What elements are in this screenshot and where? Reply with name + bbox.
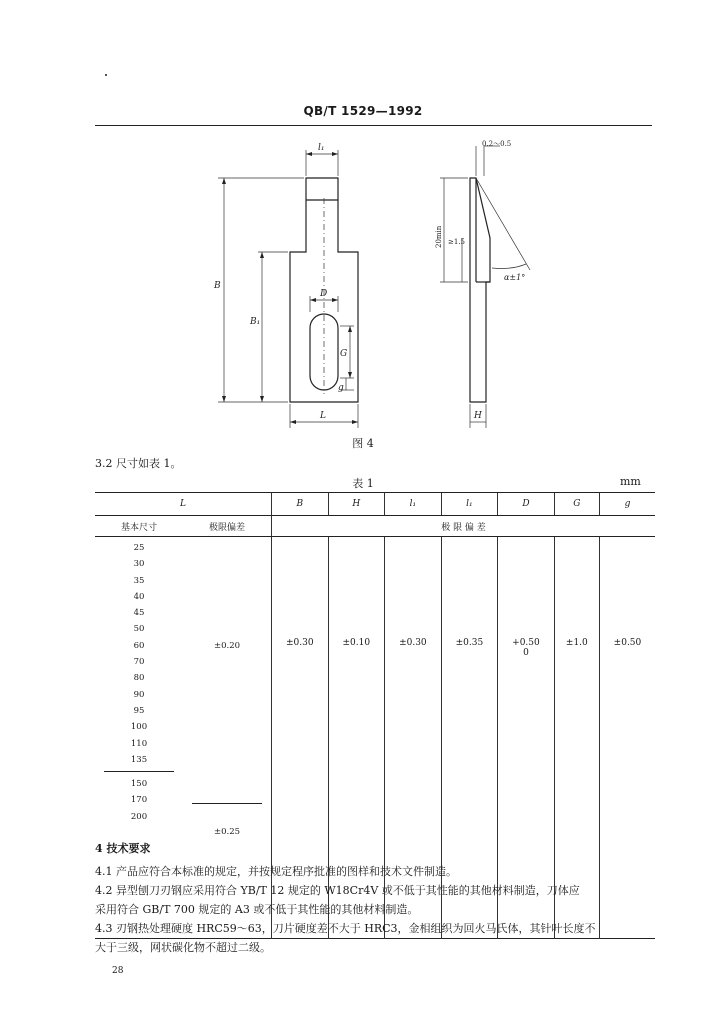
para-4-3-line1: 4.3 刃钢热处理硬度 HRC59～63，刀片硬度差不大于 HRC3，金相组织为回火马氏体，其针叶长度不	[95, 922, 596, 935]
B-limit: ±0.30	[272, 537, 329, 939]
table-units: mm	[620, 475, 641, 488]
side-view-outline	[470, 178, 490, 402]
G-limit: ±1.0	[554, 537, 599, 939]
label-G: G	[340, 349, 348, 359]
subheader-basic: 基本尺寸	[95, 516, 183, 537]
col-header-L: L	[95, 493, 272, 516]
group-separator	[104, 771, 174, 772]
basic-size: 25	[133, 543, 145, 553]
label-top-gap: 0.2～0.5	[482, 140, 512, 148]
D-limit-upper: +0.50	[512, 638, 540, 648]
label-ge15: ≥1.5	[448, 238, 465, 246]
col-header-G: G	[554, 493, 599, 516]
label-H: H	[474, 411, 482, 421]
basic-size: 200	[130, 811, 148, 822]
para-4-2-line2: 采用符合 GB/T 700 规定的 A3 或不低于其性能的其他材料制造。	[95, 903, 419, 916]
basic-size: 110	[130, 738, 148, 749]
l1b-limit: ±0.35	[441, 537, 498, 939]
basic-size: 170	[130, 795, 148, 806]
label-g: g	[338, 383, 344, 393]
D-limit-lower: 0	[523, 648, 529, 658]
standard-header: QB/T 1529—1992	[303, 104, 423, 118]
col-header-B: B	[272, 493, 329, 516]
col-header-H: H	[328, 493, 385, 516]
slot	[310, 314, 338, 390]
basic-size: 40	[133, 591, 145, 602]
g-limit: ±0.50	[599, 537, 655, 939]
basic-size: 80	[133, 673, 145, 684]
L-limit-a: ±0.20	[213, 641, 241, 651]
basic-size: 30	[133, 559, 145, 570]
basic-size: 150	[130, 779, 148, 790]
page-number: 28	[112, 966, 124, 976]
col-header-l1a: l₁	[385, 493, 442, 516]
figure-caption: 图 4	[352, 437, 374, 450]
H-limit: ±0.10	[328, 537, 385, 939]
basic-size: 45	[133, 608, 145, 619]
label-l1: l₁	[318, 143, 325, 153]
label-B1: B₁	[250, 317, 261, 327]
header-rule	[95, 125, 652, 126]
basic-size: 60	[133, 640, 145, 651]
col-header-l1b: l₁	[441, 493, 498, 516]
para-4-1: 4.1 产品应符合本标准的规定，并按规定程序批准的图样和技术文件制造。	[95, 865, 457, 878]
label-B: B	[214, 281, 221, 291]
tool-drawing	[200, 138, 560, 430]
table-title: 表 1	[352, 477, 374, 490]
basic-size: 35	[133, 575, 145, 586]
basic-size: 95	[133, 705, 145, 716]
subheader-limit-span: 极 限 偏 差	[272, 516, 656, 537]
basic-size: 70	[133, 657, 145, 668]
basic-size: 90	[133, 689, 145, 700]
para-4-3-line2: 大于三级，网状碳化物不超过二级。	[95, 941, 271, 954]
l1a-limit: ±0.30	[385, 537, 442, 939]
para-4-2-line1: 4.2 异型刨刀刃钢应采用符合 YB/T 12 规定的 W18Cr4V 或不低于其性能的其他材料制造，刀体应	[95, 884, 580, 897]
basic-size: 100	[130, 722, 148, 733]
subheader-limit: 极限偏差	[183, 516, 272, 537]
group-separator	[192, 803, 262, 804]
basic-size: 50	[133, 624, 145, 635]
col-header-D: D	[498, 493, 555, 516]
basic-size: 135	[130, 754, 148, 765]
label-D: D	[320, 289, 328, 299]
scan-speck	[105, 74, 107, 76]
label-angle: α±1°	[504, 273, 526, 282]
label-20min: 20min	[435, 225, 443, 248]
col-header-g: g	[599, 493, 655, 516]
L-limit-b: ±0.25	[213, 827, 241, 838]
label-L: L	[320, 411, 326, 421]
section-3-2: 3.2 尺寸如表 1。	[95, 457, 182, 470]
section-4-title: 4 技术要求	[95, 842, 151, 855]
